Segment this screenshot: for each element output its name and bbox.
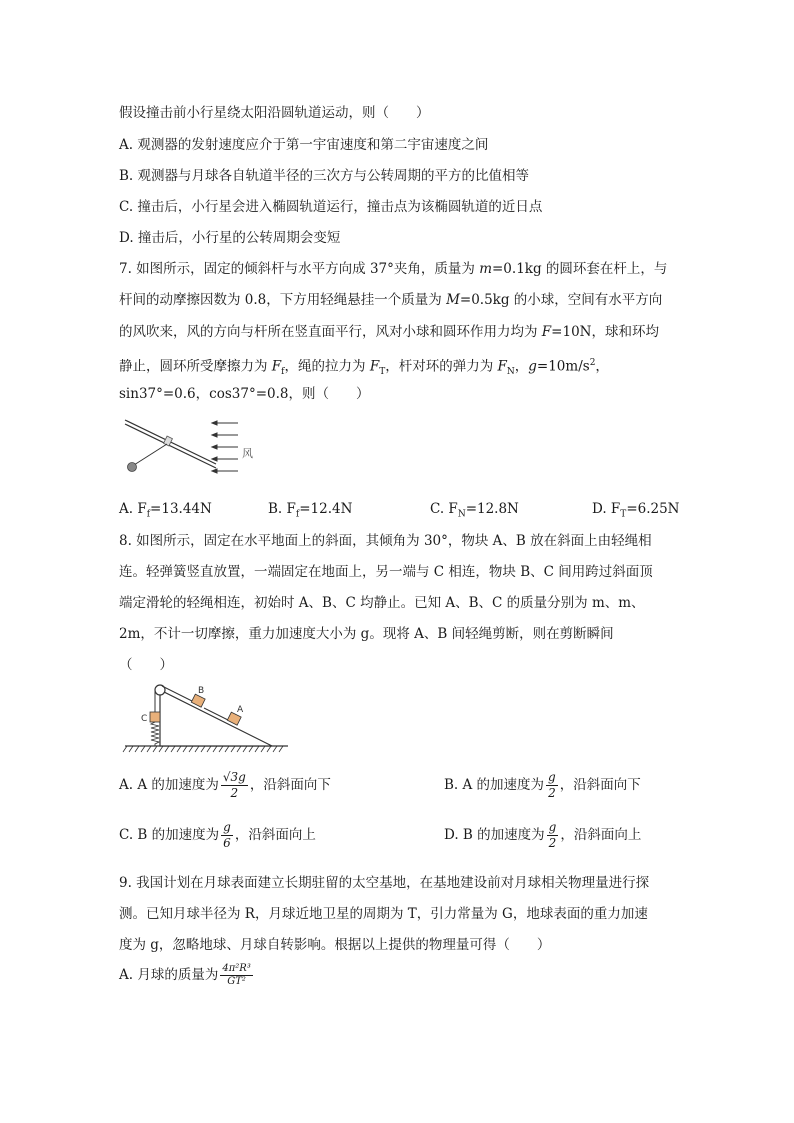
q8-option-c: C. B 的加速度为 $\frac{g}{6}$ ，沿斜面向上 bbox=[119, 820, 316, 850]
q7-line-3: 的风吹来，风的方向与杆所在竖直面平行，风对小球和圆环作用力均为 F=10N，球和环均 bbox=[119, 324, 659, 340]
label-b: B bbox=[198, 686, 205, 696]
q8-option-d: D. B 的加速度为 $\frac{g}{2}$ ，沿斜面向上 bbox=[444, 820, 642, 850]
q9-line-3: 度为 g，忽略地球、月球自转影响。根据以上提供的物理量可得（ ） bbox=[119, 937, 551, 953]
q8-option-a: A. A 的加速度为 $\frac{√3g}{2}$ ，沿斜面向下 bbox=[119, 770, 331, 800]
rope bbox=[134, 444, 167, 465]
q7-figure bbox=[120, 415, 260, 495]
q8-line-4: 2m，不计一切摩擦，重力加速度大小为 g。现将 A、B 间轻绳剪断，则在剪断瞬间 bbox=[119, 626, 614, 642]
q6-option-b: B. 观测器与月球各自轨道半径的三次方与公转周期的平方的比值相等 bbox=[119, 168, 530, 184]
spring bbox=[151, 722, 159, 746]
ring bbox=[164, 436, 173, 446]
label-c: C bbox=[141, 714, 148, 724]
q7-line-5: sin37°=0.6，cos37°=0.8，则（ ） bbox=[119, 386, 370, 402]
incline bbox=[160, 690, 272, 746]
wind-arrows bbox=[212, 421, 238, 473]
block-c bbox=[150, 712, 160, 722]
q6-option-c: C. 撞击后，小行星会进入椭圆轨道运行，撞击点为该椭圆轨道的近日点 bbox=[119, 199, 543, 215]
q6-option-d: D. 撞击后，小行星的公转周期会变短 bbox=[119, 230, 341, 246]
q8-figure bbox=[122, 680, 292, 755]
q7-line-2: 杆间的动摩擦因数为 0.8，下方用轻绳悬挂一个质量为 M=0.5kg 的小球，空间有水平方向 bbox=[119, 292, 663, 308]
q7-line-1: 7. 如图所示，固定的倾斜杆与水平方向成 37°夹角，质量为 m=0.1kg 的圆环套在杆上，与 bbox=[119, 261, 668, 277]
q7-line-4: 静止，圆环所受摩擦力为 $F_f$，绳的拉力为 $F_T$，杆对环的弹力为 $F_N$，$g=10m/s^2$， bbox=[119, 358, 609, 378]
label-a: A bbox=[237, 705, 244, 715]
q8-line-1: 8. 如图所示，固定在水平地面上的斜面，其倾角为 30°，物块 A、B 放在斜面上由轻绳相 bbox=[119, 533, 652, 549]
q6-intro: 假设撞击前小行星绕太阳沿圆轨道运动，则（ ） bbox=[119, 105, 430, 121]
q8-line-5: （ ） bbox=[119, 657, 173, 673]
q7-option-c: C. $F_N=12.8N$ bbox=[430, 501, 519, 520]
q9-line-1: 9. 我国计划在月球表面建立长期驻留的太空基地，在基地建设前对月球相关物理量进行探 bbox=[119, 875, 650, 891]
q8-line-3: 端定滑轮的轻绳相连，初始时 A、B、C 均静止。已知 A、B、C 的质量分别为 m、m、 bbox=[119, 595, 645, 611]
block-b bbox=[191, 694, 205, 707]
wind-label: 风 bbox=[242, 447, 253, 460]
q9-line-2: 测。已知月球半径为 R，月球近地卫星的周期为 T，引力常量为 G，地球表面的重力加速 bbox=[119, 906, 648, 922]
q8-option-b: B. A 的加速度为 $\frac{g}{2}$ ，沿斜面向下 bbox=[444, 770, 641, 800]
q7-option-a: A. $F_f=13.44N$ bbox=[119, 501, 212, 520]
ball bbox=[128, 463, 137, 472]
q7-option-b: B. $F_f=12.4N$ bbox=[268, 501, 353, 520]
q8-line-2: 连。轻弹簧竖直放置，一端固定在地面上，另一端与 C 相连，物块 B、C 间用跨过斜面顶 bbox=[119, 564, 653, 580]
q7-option-d: D. $F_T=6.25N$ bbox=[592, 501, 680, 520]
q9-option-a: A. 月球的质量为 $\frac{\text{4π²R³}}{\text{GT²}}$ bbox=[119, 963, 251, 987]
ground-hatch bbox=[123, 746, 283, 752]
q6-option-a: A. 观测器的发射速度应介于第一宇宙速度和第二宇宙速度之间 bbox=[119, 137, 489, 153]
